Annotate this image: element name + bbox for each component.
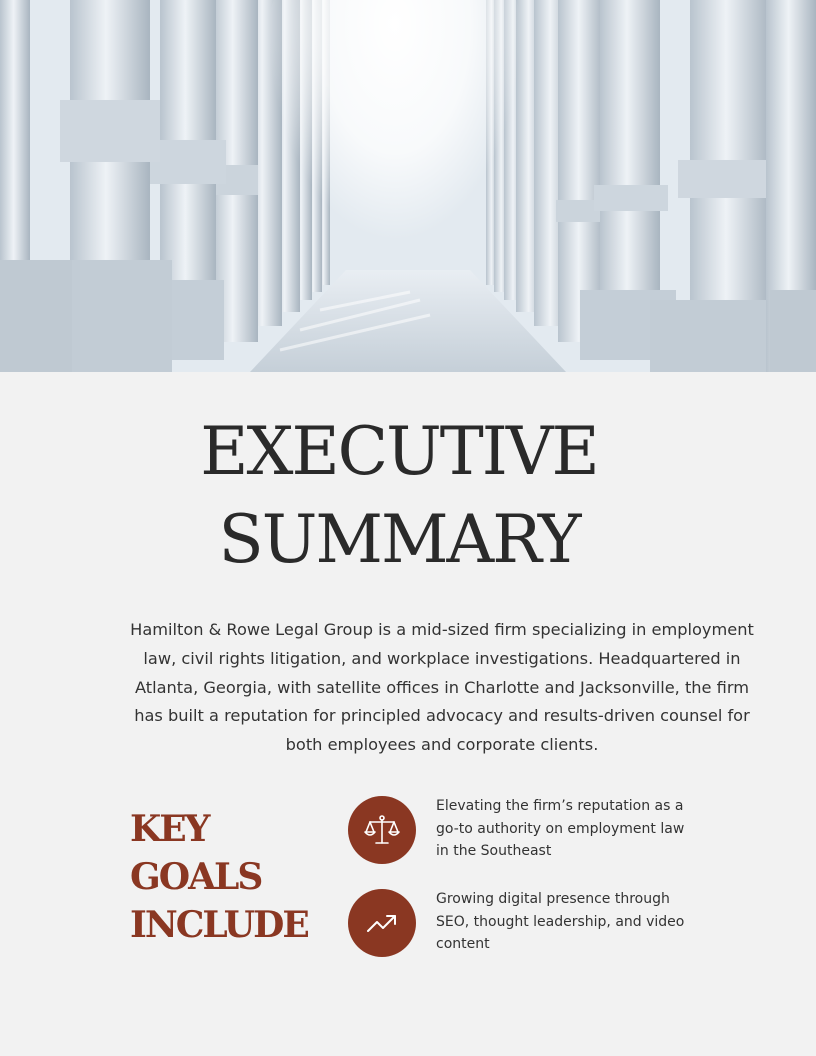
- goal-item: [348, 888, 708, 958]
- intro-paragraph: Hamilton & Rowe Legal Group is a mid-sized firm specializing in employment law, civil rights litigation, and workplace investigations. Headquartered in Atlanta, Georgia, with satellite offices in Charlotte and Jacksonville, the firm has built a reputation for principled advocacy and results-driven counsel for both employees and corporate clients.: [130, 620, 754, 755]
- trending-up-icon: [348, 889, 416, 957]
- page-title-line-1: EXECUTIVE: [200, 413, 598, 490]
- goal-text: Growing digital presence through SEO, thought leadership, and video content: [436, 891, 685, 952]
- key-goals-heading: [130, 805, 308, 949]
- page-title: [0, 408, 798, 584]
- key-goals-heading-line-2: GOALS: [130, 856, 262, 898]
- goal-item: [348, 795, 708, 865]
- colonnade-illustration: [0, 0, 816, 372]
- key-goals-heading-line-1: KEY: [130, 808, 209, 850]
- hero-colonnade-image: [0, 0, 816, 372]
- scales-of-justice-icon: [348, 796, 416, 864]
- key-goals-heading-line-3: INCLUDE: [130, 904, 308, 946]
- page-title-line-2: SUMMARY: [218, 501, 580, 578]
- goal-text: Elevating the firm’s reputation as a go-to authority on employment law in the Southeast: [436, 798, 685, 859]
